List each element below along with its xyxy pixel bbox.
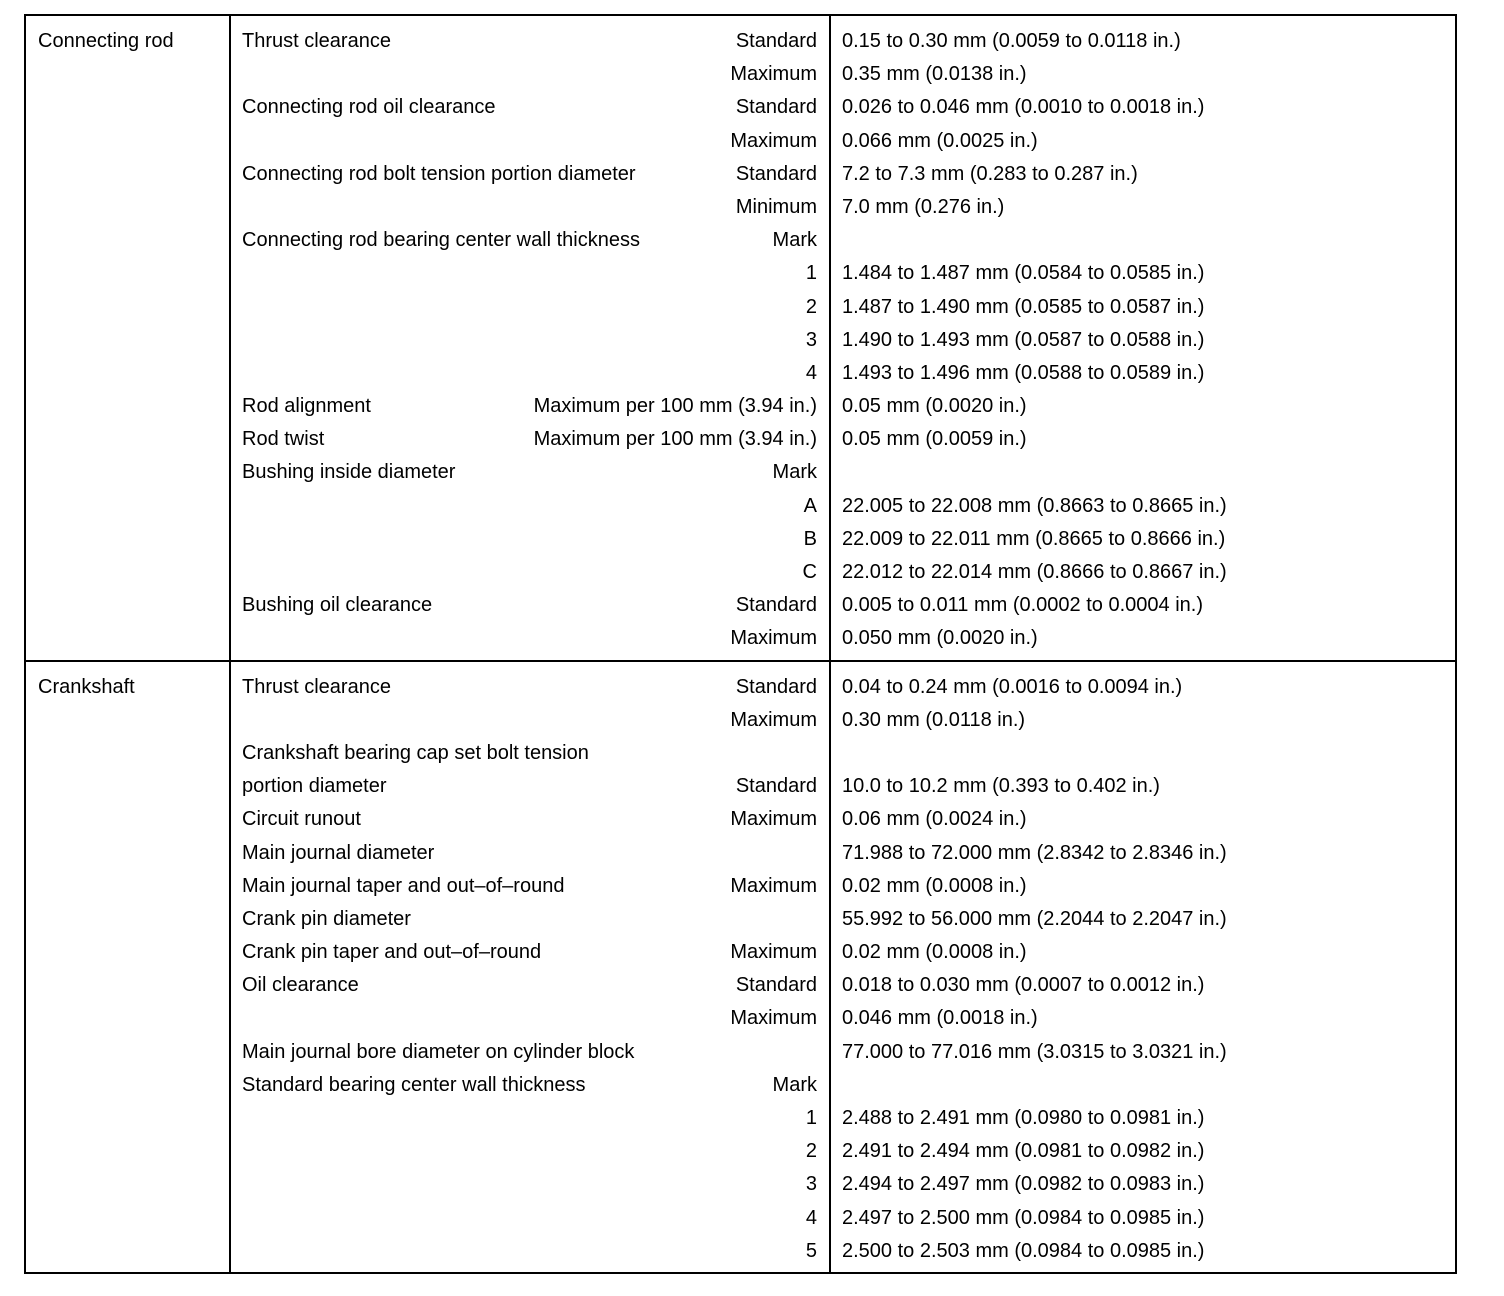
spec-value: 1.487 to 1.490 mm (0.0585 to 0.0587 in.) (842, 295, 1205, 318)
spec-item-label: Connecting rod bolt tension portion diameter (242, 162, 636, 185)
section-1 (26, 660, 1455, 1272)
spec-item-label: Main journal bore diameter on cylinder block (242, 1040, 635, 1063)
spec-value: 0.05 mm (0.0020 in.) (842, 395, 1027, 418)
spec-row (242, 523, 817, 556)
spec-value: 0.05 mm (0.0059 in.) (842, 428, 1027, 451)
spec-row (242, 1002, 817, 1035)
spec-value (842, 1069, 1455, 1102)
spec-item-label: Bushing inside diameter (242, 461, 456, 484)
spec-qualifier: 2 (805, 1140, 817, 1163)
spec-value: 77.000 to 77.016 mm (3.0315 to 3.0321 in.) (842, 1040, 1227, 1063)
spec-value: 0.018 to 0.030 mm (0.0007 to 0.0012 in.) (842, 974, 1205, 997)
spec-qualifier: 2 (805, 295, 817, 318)
spec-row (242, 803, 817, 836)
spec-qualifier: Standard (735, 162, 817, 185)
component-name: Crankshaft (26, 662, 231, 1272)
spec-qualifier: Maximum per 100 mm (3.94 in.) (533, 428, 817, 451)
spec-qualifier: 3 (805, 1173, 817, 1196)
spec-row (242, 1069, 817, 1102)
spec-item-label: Crankshaft bearing cap set bolt tension (242, 741, 589, 764)
spec-value: 2.497 to 2.500 mm (0.0984 to 0.0985 in.) (842, 1206, 1205, 1229)
spec-item-label: Circuit runout (242, 808, 361, 831)
spec-row (242, 969, 817, 1002)
spec-row (242, 324, 817, 357)
spec-row (242, 224, 817, 257)
spec-row (242, 1102, 817, 1135)
item-column (231, 662, 831, 1272)
spec-row (242, 737, 817, 770)
section-0 (26, 16, 1455, 660)
spec-value: 7.0 mm (0.276 in.) (842, 195, 1005, 218)
spec-value: 2.488 to 2.491 mm (0.0980 to 0.0981 in.) (842, 1107, 1205, 1129)
spec-row (242, 257, 817, 290)
spec-value: 22.009 to 22.011 mm (0.8665 to 0.8666 in.) (842, 527, 1226, 550)
spec-row (242, 837, 817, 870)
spec-value: 22.005 to 22.008 mm (0.8663 to 0.8665 in.) (842, 494, 1227, 517)
spec-value: 0.005 to 0.011 mm (0.0002 to 0.0004 in.) (842, 594, 1203, 617)
spec-value: 10.0 to 10.2 mm (0.393 to 0.402 in.) (842, 775, 1160, 798)
spec-row (242, 1036, 817, 1069)
spec-item-label: Rod twist (242, 428, 325, 451)
spec-qualifier: Maximum (730, 627, 817, 650)
spec-row (242, 125, 817, 158)
spec-qualifier: Maximum per 100 mm (3.94 in.) (533, 395, 817, 418)
spec-qualifier: Mark (772, 229, 817, 252)
spec-qualifier: Maximum (730, 708, 817, 731)
spec-qualifier: 3 (805, 328, 817, 351)
spec-value: 2.494 to 2.497 mm (0.0982 to 0.0983 in.) (842, 1173, 1205, 1196)
spec-qualifier: Maximum (730, 129, 817, 152)
spec-row (242, 870, 817, 903)
spec-value: 0.050 mm (0.0020 in.) (842, 627, 1038, 650)
spec-value: 55.992 to 56.000 mm (2.2044 to 2.2047 in.) (842, 907, 1227, 930)
spec-qualifier: Standard (735, 974, 817, 997)
spec-row (242, 556, 817, 589)
spec-item-label: Main journal taper and out–of–round (242, 874, 565, 897)
spec-value: 1.490 to 1.493 mm (0.0587 to 0.0588 in.) (842, 328, 1205, 351)
spec-item-label: Connecting rod oil clearance (242, 96, 496, 119)
spec-qualifier: Standard (735, 775, 817, 798)
spec-row (242, 291, 817, 324)
spec-row (242, 1202, 817, 1235)
spec-value: 2.491 to 2.494 mm (0.0981 to 0.0982 in.) (842, 1140, 1205, 1163)
item-column (231, 16, 831, 660)
spec-item-label: Standard bearing center wall thickness (242, 1073, 586, 1096)
spec-qualifier: 5 (805, 1239, 817, 1262)
spec-value (842, 737, 1455, 770)
spec-qualifier: Minimum (735, 195, 817, 218)
spec-value: 7.2 to 7.3 mm (0.283 to 0.287 in.) (842, 162, 1138, 185)
spec-item-label: Thrust clearance (242, 675, 391, 698)
spec-row (242, 589, 817, 622)
spec-value: 1.484 to 1.487 mm (0.0584 to 0.0585 in.) (842, 262, 1205, 285)
spec-qualifier: 1 (805, 1107, 817, 1129)
component-name: Connecting rod (26, 16, 231, 660)
spec-item-label: Connecting rod bearing center wall thickness (242, 229, 640, 252)
spec-item-label: Bushing oil clearance (242, 594, 433, 617)
spec-row (242, 58, 817, 91)
spec-value: 0.02 mm (0.0008 in.) (842, 941, 1027, 964)
spec-value: 0.026 to 0.046 mm (0.0010 to 0.0018 in.) (842, 96, 1205, 119)
spec-value: 1.493 to 1.496 mm (0.0588 to 0.0589 in.) (842, 361, 1205, 384)
spec-qualifier: Maximum (730, 63, 817, 86)
spec-value (842, 456, 1455, 489)
spec-value: 2.500 to 2.503 mm (0.0984 to 0.0985 in.) (842, 1239, 1205, 1262)
spec-qualifier: 4 (805, 361, 817, 384)
spec-qualifier: Standard (735, 675, 817, 698)
spec-row (242, 622, 817, 655)
spec-row (242, 158, 817, 191)
value-column (831, 662, 1455, 1272)
spec-item-label: Thrust clearance (242, 30, 391, 52)
spec-qualifier: 4 (805, 1206, 817, 1229)
spec-value: 71.988 to 72.000 mm (2.8342 to 2.8346 in.) (842, 841, 1227, 864)
spec-qualifier: Standard (735, 30, 817, 52)
spec-qualifier: Standard (735, 594, 817, 617)
spec-value: 0.15 to 0.30 mm (0.0059 to 0.0118 in.) (842, 30, 1181, 52)
spec-row (242, 671, 817, 704)
spec-row (242, 1168, 817, 1201)
spec-qualifier: A (803, 494, 817, 517)
spec-item-label: Crank pin diameter (242, 907, 411, 930)
spec-row (242, 423, 817, 456)
spec-qualifier: Maximum (730, 808, 817, 831)
spec-item-label: Rod alignment (242, 395, 371, 418)
spec-row (242, 91, 817, 124)
spec-row (242, 390, 817, 423)
spec-value: 0.35 mm (0.0138 in.) (842, 63, 1027, 86)
spec-table (24, 14, 1457, 1274)
spec-value: 0.066 mm (0.0025 in.) (842, 129, 1038, 152)
spec-qualifier: Maximum (730, 941, 817, 964)
spec-value (842, 224, 1455, 257)
spec-row (242, 25, 817, 58)
spec-row (242, 490, 817, 523)
spec-qualifier: 1 (805, 262, 817, 285)
spec-qualifier: Standard (735, 96, 817, 119)
spec-qualifier: Mark (772, 1073, 817, 1096)
spec-item-label: portion diameter (242, 775, 387, 798)
spec-value: 0.06 mm (0.0024 in.) (842, 808, 1027, 831)
spec-row (242, 903, 817, 936)
spec-qualifier: C (802, 561, 817, 583)
value-column (831, 16, 1455, 660)
spec-qualifier: Maximum (730, 1007, 817, 1030)
spec-row (242, 1235, 817, 1268)
spec-item-label: Crank pin taper and out–of–round (242, 941, 542, 964)
spec-value: 0.046 mm (0.0018 in.) (842, 1007, 1038, 1030)
spec-row (242, 1135, 817, 1168)
spec-row (242, 704, 817, 737)
spec-value: 0.30 mm (0.0118 in.) (842, 708, 1026, 731)
spec-qualifier: B (803, 527, 817, 550)
spec-row (242, 191, 817, 224)
spec-qualifier: Mark (772, 461, 817, 484)
spec-item-label: Main journal diameter (242, 841, 435, 864)
spec-value: 22.012 to 22.014 mm (0.8666 to 0.8667 in.) (842, 561, 1227, 583)
spec-value: 0.02 mm (0.0008 in.) (842, 874, 1027, 897)
spec-row (242, 456, 817, 489)
spec-row (242, 770, 817, 803)
spec-value: 0.04 to 0.24 mm (0.0016 to 0.0094 in.) (842, 675, 1183, 698)
spec-row (242, 357, 817, 390)
spec-qualifier: Maximum (730, 874, 817, 897)
spec-row (242, 936, 817, 969)
spec-item-label: Oil clearance (242, 974, 359, 997)
